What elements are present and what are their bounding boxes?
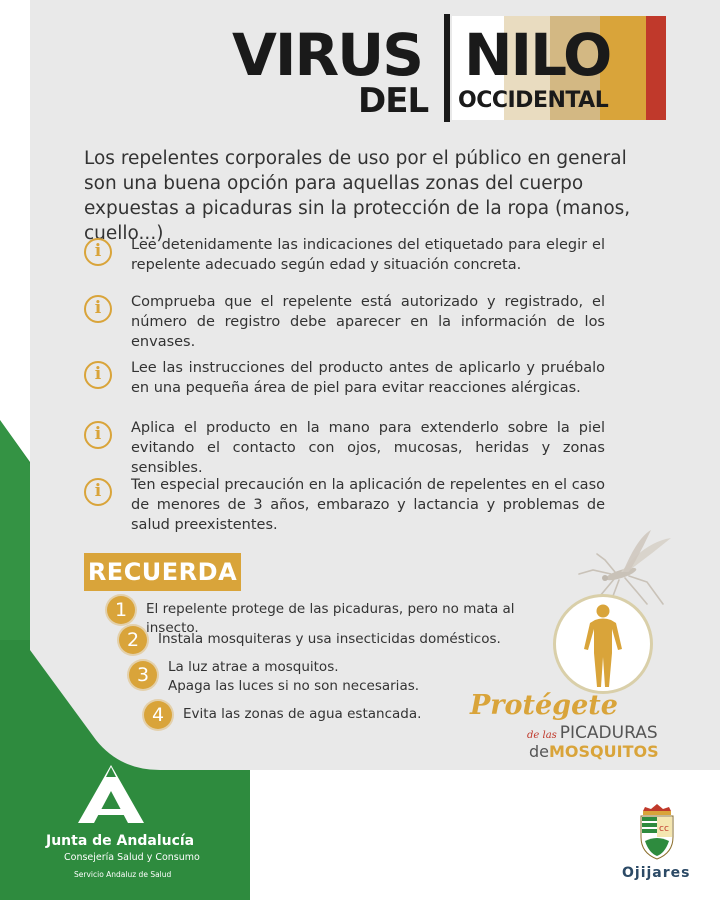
title-virus: VIRUS bbox=[232, 21, 422, 89]
reminder-text: El repelente protege de las picaduras, pero no mata al insecto. bbox=[146, 601, 515, 636]
title-block bbox=[228, 14, 668, 122]
human-figure-icon bbox=[578, 603, 628, 689]
human-figure-badge bbox=[553, 594, 653, 694]
title-occidental: OCCIDENTAL bbox=[458, 88, 609, 113]
title-divider bbox=[444, 14, 450, 122]
protegete-heading: Protégete bbox=[470, 690, 618, 721]
reminder-text: Evita las zonas de agua estancada. bbox=[183, 706, 422, 722]
intro-text: Los repelentes corporales de uso por el público en general son una buena opción para aquellas zonas del cuerpo expuestas a picaduras sin la protección de la ropa (manos, cuello...) bbox=[84, 148, 631, 244]
junta-name: Junta de Andalucía bbox=[46, 833, 195, 849]
tip-text: Ten especial precaución en la aplicación de repelentes en el caso de menores de 3 años, embarazo y lactancia y problemas de salud preexistentes. bbox=[131, 477, 605, 533]
tip-text: Lee las instrucciones del producto antes de aplicarlo y pruébalo en una pequeña área de piel para evitar reacciones alérgicas. bbox=[131, 360, 605, 396]
number-badge: 1 bbox=[107, 596, 135, 624]
number-badge: 3 bbox=[129, 661, 157, 689]
junta-service: Servicio Andaluz de Salud bbox=[74, 870, 172, 879]
recuerda-heading: RECUERDA bbox=[84, 553, 241, 591]
info-icon: i bbox=[84, 421, 112, 449]
info-icon: i bbox=[84, 361, 112, 389]
municipality-name: Ojijares bbox=[622, 865, 691, 881]
reminder-text: Instala mosquiteras y usa insecticidas domésticos. bbox=[158, 631, 501, 647]
number-badge: 2 bbox=[119, 626, 147, 654]
title-del: DEL bbox=[358, 81, 429, 121]
reminder-text: La luz atrae a mosquitos. Apaga las luces si no son necesarias. bbox=[168, 659, 420, 694]
tip-text: Comprueba que el repelente está autorizado y registrado, el número de registro debe aparecer en la información de los envases. bbox=[131, 294, 605, 350]
info-icon: i bbox=[84, 238, 112, 266]
town-crest-icon bbox=[637, 803, 677, 861]
tip-text: Lee detenidamente las indicaciones del etiquetado para elegir el repelente adecuado según edad y situación concreta. bbox=[131, 237, 605, 273]
info-icon: i bbox=[84, 295, 112, 323]
protegete-line3: deMOSQUITOS bbox=[529, 742, 659, 761]
protegete-line2: de las PICADURAS bbox=[527, 723, 658, 743]
title-nilo: NILO bbox=[464, 21, 611, 89]
junta-logo-icon bbox=[78, 765, 144, 825]
info-icon: i bbox=[84, 478, 112, 506]
svg-text:cc: cc bbox=[659, 824, 669, 834]
tip-text: Aplica el producto en la mano para extenderlo sobre la piel evitando el contacto con ojos, mucosas, heridas y zonas sensibles. bbox=[131, 420, 605, 476]
junta-department: Consejería Salud y Consumo bbox=[64, 852, 200, 863]
number-badge: 4 bbox=[144, 701, 172, 729]
